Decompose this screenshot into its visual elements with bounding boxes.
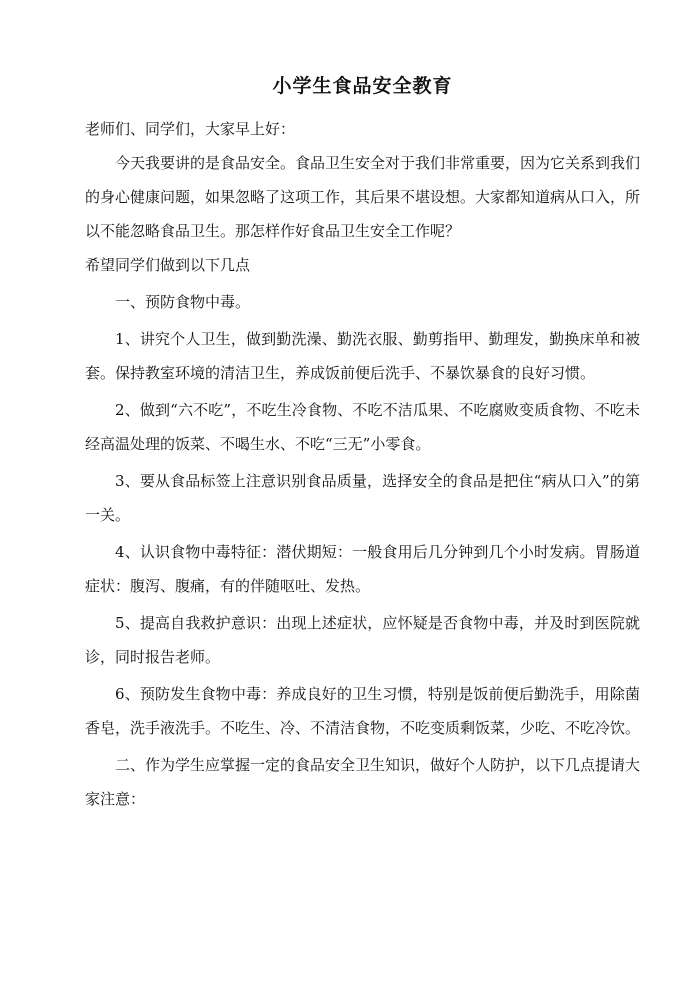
item-1: 1、讲究个人卫生，做到勤洗澡、勤洗衣服、勤剪指甲、勤理发，勤换床单和被套。保持教室环境的清洁卫生，养成饭前便后洗手、不暴饮暴食的良好习惯。 <box>85 330 640 382</box>
greeting: 老师们、同学们，大家早上好： <box>85 120 296 138</box>
document-title: 小学生食品安全教育 <box>272 75 453 97</box>
item-6: 6、预防发生食物中毒：养成良好的卫生习惯，特别是饭前便后勤洗手，用除菌香皂，洗手液洗手。不吃生、冷、不清洁食物，不吃变质剩饭菜，少吃、不吃冷饮。 <box>85 685 641 737</box>
section2-paragraph: 二、作为学生应掌握一定的食品安全卫生知识，做好个人防护，以下几点提请大家注意： <box>85 756 641 808</box>
section1-heading: 一、预防食物中毒。 <box>115 293 251 311</box>
intro-paragraph: 今天我要讲的是食品安全。食品卫生安全对于我们非常重要，因为它关系到我们的身心健康问题，如果忽略了这项工作，其后果不堪设想。大家都知道病从口入，所以不能忽略食品卫生。那怎样作好食品卫生安全工作呢？ <box>85 154 641 240</box>
intro-tail: 希望同学们做到以下几点 <box>85 256 251 274</box>
item-5: 5、提高自我救护意识：出现上述症状，应怀疑是否食物中毒，并及时到医院就诊，同时报告老师。 <box>85 614 640 666</box>
item-2: 2、做到“六不吃”，不吃生冷食物、不吃不洁瓜果、不吃腐败变质食物、不吃未经高温处理的饭菜、不喝生水、不吃“三无”小零食。 <box>85 401 640 453</box>
item-4: 4、认识食物中毒特征：潜伏期短：一般食用后几分钟到几个小时发病。胃肠道症状：腹泻、腹痛，有的伴随呕吐、发热。 <box>85 543 640 595</box>
item-3: 3、要从食品标签上注意识别食品质量，选择安全的食品是把住“病从口入”的第一关。 <box>85 472 640 524</box>
